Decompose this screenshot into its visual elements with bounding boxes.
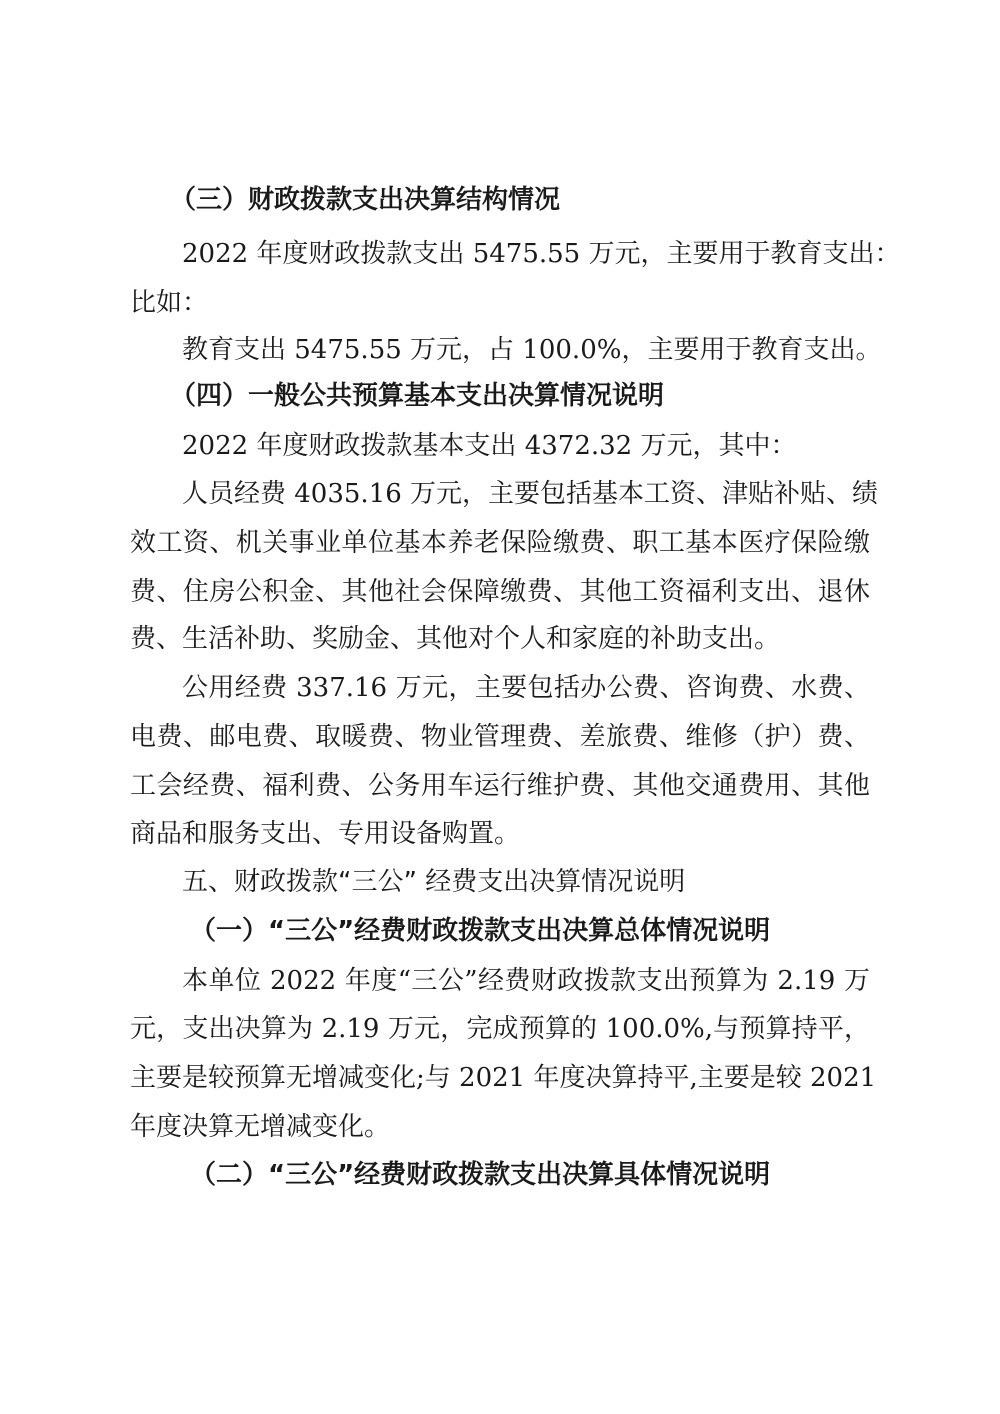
part5-sub2-heading: （二）“三公”经费财政拨款支出决算具体情况说明 — [190, 1160, 771, 1190]
part5-sub1-text-line: 主要是较预算无增减变化;与 2021 年度决算持平,主要是较 2021 — [130, 1063, 877, 1093]
section4-basic-expense-paragraph: 2022 年度财政拨款基本支出 4372.32 万元，其中： — [182, 431, 797, 461]
public-expense-line: 商品和服务支出、专用设备购置。 — [130, 819, 521, 849]
section4-heading: （四）一般公共预算基本支出决算情况说明 — [170, 381, 665, 411]
personnel-expense-line: 人员经费 4035.16 万元，主要包括基本工资、津贴补贴、绩 — [182, 479, 879, 509]
part5-sub1-text-line: 元，支出决算为 2.19 万元，完成预算的 100.0%,与预算持平， — [130, 1014, 870, 1044]
personnel-expense-line: 效工资、机关事业单位基本养老保险缴费、职工基本医疗保险缴 — [130, 528, 870, 558]
public-expense-line: 公用经费 337.16 万元，主要包括办公费、咨询费、水费、 — [182, 673, 870, 703]
part5-sub1-heading: （一）“三公”经费财政拨款支出决算总体情况说明 — [190, 916, 771, 946]
section3-education-paragraph: 教育支出 5475.55 万元，占 100.0%，主要用于教育支出。 — [182, 335, 882, 365]
public-expense-line: 工会经费、福利费、公务用车运行维护费、其他交通费用、其他 — [130, 771, 870, 801]
part5-sub1-text-line: 本单位 2022 年度“三公”经费财政拨款支出预算为 2.19 万 — [182, 966, 870, 996]
section3-heading: （三）财政拨款支出决算结构情况 — [170, 185, 561, 215]
personnel-expense-line: 费、住房公积金、其他社会保障缴费、其他工资福利支出、退休 — [130, 577, 870, 607]
section3-paragraph-line: 比如： — [130, 288, 209, 318]
public-expense-line: 电费、邮电费、取暖费、物业管理费、差旅费、维修（护）费、 — [130, 722, 870, 752]
part5-sub1-text-line: 年度决算无增减变化。 — [130, 1112, 391, 1142]
section3-paragraph-line: 2022 年度财政拨款支出 5475.55 万元，主要用于教育支出： — [182, 239, 901, 269]
part5-title: 五、财政拨款“三公” 经费支出决算情况说明 — [182, 867, 686, 897]
personnel-expense-line: 费、生活补助、奖励金、其他对个人和家庭的补助支出。 — [130, 624, 781, 654]
